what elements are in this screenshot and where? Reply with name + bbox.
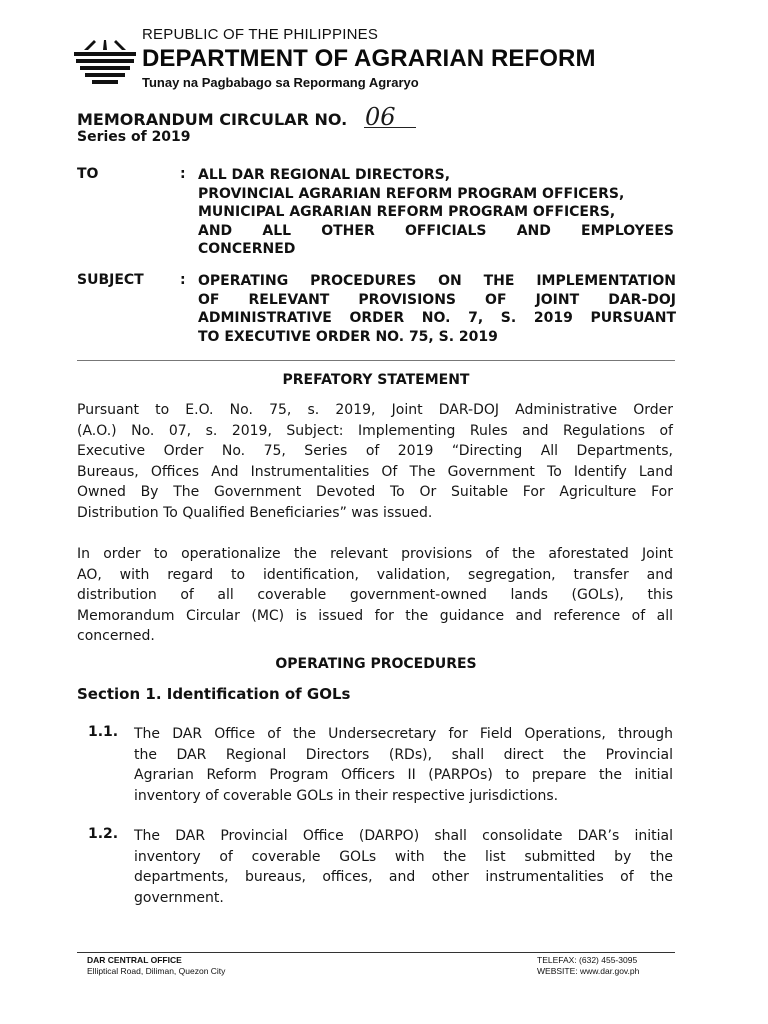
footer-office: DAR CENTRAL OFFICE	[87, 955, 182, 965]
subject-label: SUBJECT	[77, 272, 144, 288]
item-line: Agrarian Reform Program Officers II (PARPOs) to prepare the initial	[134, 767, 673, 784]
paragraph-line: concerned.	[77, 628, 155, 645]
dar-sun-logo-icon	[74, 40, 136, 88]
item-line: government.	[134, 889, 224, 906]
paragraph-line: Executive Order No. 75, Series of 2019 “Directing All Departments,	[77, 443, 673, 460]
operating-procedures-heading: OPERATING PROCEDURES	[275, 656, 477, 672]
paragraph-line: AO, with regard to identification, validation, segregation, transfer and	[77, 566, 673, 583]
divider	[77, 360, 675, 361]
paragraph-line: In order to operationalize the relevant provisions of the aforestated Joint	[77, 546, 673, 562]
to-line: AND ALL OTHER OFFICIALS AND EMPLOYEES	[198, 222, 674, 239]
department-name: DEPARTMENT OF AGRARIAN REFORM	[142, 45, 596, 72]
item-text	[134, 826, 673, 908]
to-line: ALL DAR REGIONAL DIRECTORS,	[198, 167, 451, 183]
paragraph-line: Bureaus, Offices And Instrumentalities Of The Government To Identify Land	[77, 463, 673, 480]
item-number: 1.1.	[88, 724, 119, 740]
item-line: inventory of coverable GOLs in their respective jurisdictions.	[134, 787, 559, 804]
footer-address: Elliptical Road, Diliman, Quezon City	[87, 966, 226, 976]
memo-title: MEMORANDUM CIRCULAR NO.	[77, 110, 348, 129]
subject-line: OPERATING PROCEDURES ON THE IMPLEMENTATION	[198, 273, 676, 289]
to-line: PROVINCIAL AGRARIAN REFORM PROGRAM OFFICERS,	[198, 185, 625, 202]
memo-number: 06	[365, 103, 396, 131]
memo-number-underline	[364, 127, 416, 128]
item-number: 1.2.	[88, 826, 119, 842]
to-colon: :	[180, 166, 186, 182]
to-line: MUNICIPAL AGRARIAN REFORM PROGRAM OFFICERS,	[198, 204, 616, 220]
item-text	[134, 724, 673, 806]
paragraph-line: Distribution To Qualified Beneficiaries” was issued.	[77, 504, 433, 521]
footer-divider	[77, 952, 675, 953]
to-line: CONCERNED	[198, 241, 296, 257]
prefatory-paragraph-2	[77, 544, 673, 647]
item-line: departments, bureaus, offices, and other instrumentalities of the	[134, 869, 673, 886]
paragraph-line: distribution of all coverable government-owned lands (GOLs), this	[77, 587, 673, 604]
memo-series: Series of 2019	[77, 129, 191, 145]
prefatory-paragraph-1	[77, 400, 673, 524]
republic-header: REPUBLIC OF THE PHILIPPINES	[142, 26, 379, 43]
department-tagline: Tunay na Pagbabago sa Repormang Agraryo	[142, 75, 419, 90]
footer-website: WEBSITE: www.dar.gov.ph	[537, 966, 640, 976]
section-1-title: Section 1. Identification of GOLs	[77, 685, 351, 703]
to-label: TO	[77, 166, 99, 182]
item-line: The DAR Office of the Undersecretary for Field Operations, through	[134, 726, 673, 742]
subject-colon: :	[180, 272, 186, 288]
to-recipients	[198, 166, 674, 259]
item-line: the DAR Regional Directors (RDs), shall direct the Provincial	[134, 746, 673, 763]
paragraph-line: Owned By The Government Devoted To Or Suitable For Agriculture For	[77, 484, 673, 501]
item-line: inventory of coverable GOLs with the list submitted by the	[134, 848, 673, 865]
paragraph-line: Memorandum Circular (MC) is issued for the guidance and reference of all	[77, 607, 673, 624]
subject-line: OF RELEVANT PROVISIONS OF JOINT DAR-DOJ	[198, 291, 676, 308]
prefatory-heading: PREFATORY STATEMENT	[282, 372, 470, 388]
subject-line: ADMINISTRATIVE ORDER NO. 7, S. 2019 PURSUANT	[198, 310, 676, 326]
footer-telefax: TELEFAX: (632) 455-3095	[537, 955, 638, 965]
subject-text	[198, 272, 676, 346]
paragraph-line: Pursuant to E.O. No. 75, s. 2019, Joint DAR-DOJ Administrative Order	[77, 402, 673, 418]
subject-line: TO EXECUTIVE ORDER NO. 75, S. 2019	[198, 328, 498, 345]
paragraph-line: (A.O.) No. 07, s. 2019, Subject: Implementing Rules and Regulations of	[77, 422, 673, 439]
item-line: The DAR Provincial Office (DARPO) shall consolidate DAR’s initial	[134, 828, 673, 844]
